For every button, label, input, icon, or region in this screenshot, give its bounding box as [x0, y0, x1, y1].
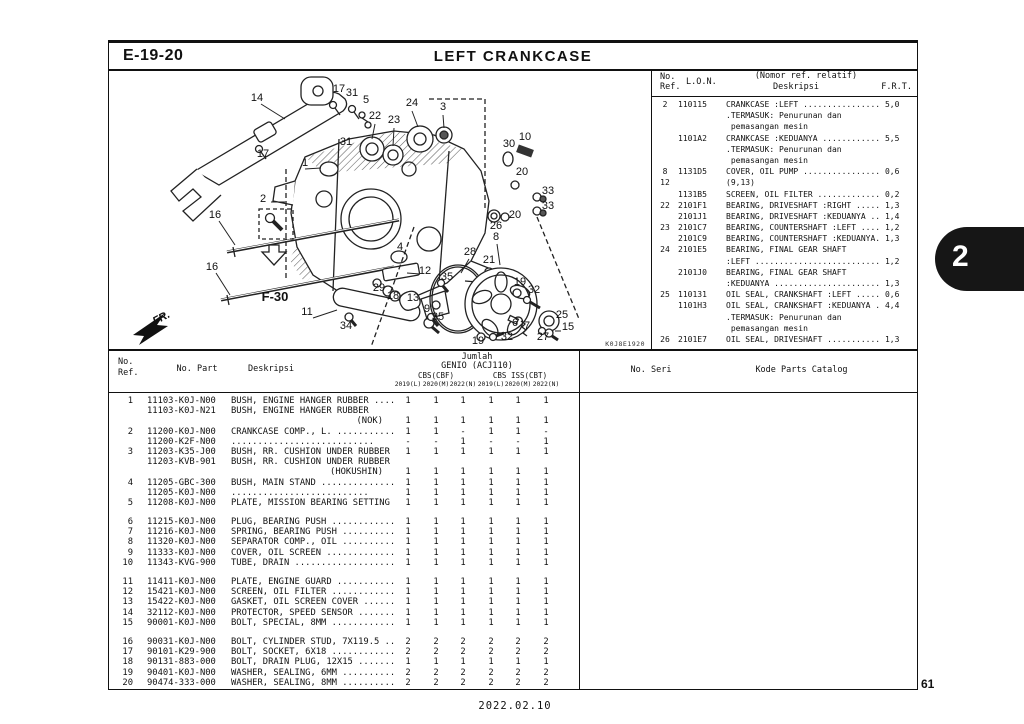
- page-frame: [108, 40, 918, 690]
- callout-26: 26: [489, 220, 503, 232]
- ref-table-row: 26 2101E7 OIL SEAL, DRIVESHAFT ........... 1,3: [660, 334, 900, 344]
- ref-table-row: pemasangan mesin: [726, 122, 808, 132]
- callout-27: 27: [536, 331, 550, 343]
- parts-table-row: (NOK) 1 1 1 1 1 1: [356, 416, 549, 427]
- parts-table-row: 2 11200-K0J-N00 CRANKCASE COMP., L. ........... 1 1 - 1 1 -: [127, 426, 549, 437]
- callout-1: 1: [301, 157, 309, 169]
- parts-table-row: 14 32112-K0J-N00 PROTECTOR, SPEED SENSOR ....... 1 1 1 1 1 1: [122, 607, 549, 618]
- ref-col-no: No.: [660, 72, 676, 82]
- callout-23: 23: [387, 114, 401, 126]
- callout-11: 11: [301, 306, 313, 318]
- callout-19: 19: [471, 335, 485, 347]
- variant-cbs-iss: CBS ISS(CBT): [492, 371, 548, 380]
- page-date: 2022.02.10: [478, 700, 552, 712]
- callout-9: 9: [423, 303, 431, 315]
- parts-table-row: 4 11205-GBC-300 BUSH, MAIN STAND .............. 1 1 1 1 1 1: [127, 477, 549, 488]
- page-number: 61: [921, 677, 935, 691]
- exploded-diagram: [109, 69, 651, 349]
- ref-table-row: 23 2101C7 BEARING, COUNTERSHAFT :LEFT .... 1,2: [660, 223, 900, 233]
- callout-21: 21: [482, 254, 496, 266]
- callout-33: 33: [541, 200, 555, 212]
- parts-table-row: 6 11215-K0J-N00 PLUG, BEARING PUSH ............ 1 1 1 1 1 1: [127, 517, 549, 528]
- parts-table-row: 10 11343-KVG-900 TUBE, DRAIN ................... 1 1 1 1 1 1: [122, 557, 549, 568]
- parts-table-row: 18 90131-883-000 BOLT, DRAIN PLUG, 12X15 ....... 1 1 1 1 1 1: [122, 657, 549, 668]
- ref-table-row: 24 2101E5 BEARING, FINAL GEAR SHAFT: [660, 245, 847, 255]
- f30-reference-label: F-30: [261, 289, 289, 304]
- ref-table-row: 1101H3 OIL SEAL, CRANKSHAFT :KEDUANYA . 4,4: [678, 301, 900, 311]
- ref-table-row: pemasangan mesin: [726, 323, 808, 333]
- ref-table-row: .TERMASUK: Penurunan dan: [726, 312, 842, 322]
- ref-table-row: 2101C9 BEARING, COUNTERSHAFT :KEDUANYA. 1,3: [678, 234, 900, 244]
- callout-4: 4: [396, 241, 404, 253]
- callout-28: 28: [463, 246, 477, 258]
- section-code: E-19-20: [123, 47, 184, 64]
- callout-30: 30: [502, 138, 516, 150]
- qty-header: Jumlah: [461, 352, 493, 362]
- callout-13: 13: [406, 292, 420, 304]
- reference-table-rows: [652, 99, 915, 345]
- callout-20: 20: [515, 166, 529, 178]
- callout-18: 18: [386, 290, 400, 302]
- ref-col-lon: L.O.N.: [686, 77, 717, 87]
- parts-table-row: 12 15421-K0J-N00 SCREEN, OIL FILTER ............ 1 1 1 1 1 1: [122, 587, 549, 598]
- ref-table-row: .TERMASUK: Penurunan dan: [726, 111, 842, 121]
- drawing-code: K0J8E1920: [605, 340, 645, 348]
- ref-table-row: pemasangan mesin: [726, 155, 808, 165]
- variant-cbs: CBS(CBF): [417, 371, 455, 380]
- parts-table-row: 5 11208-K0J-N00 PLATE, MISSION BEARING SETTING 1 1 1 1 1 1: [127, 497, 549, 508]
- ref-table-row: 25 110131 OIL SEAL, CRANKSHAFT :LEFT ..... 0,6: [660, 290, 900, 300]
- callout-17: 17: [332, 83, 346, 95]
- callout-24: 24: [405, 97, 419, 109]
- parts-col-deskripsi: Deskripsi: [247, 364, 295, 374]
- parts-col-ref: Ref.: [118, 368, 139, 378]
- page-header: [109, 43, 917, 71]
- parts-table-row: 11203-KVB-901 BUSH, RR. CUSHION UNDER RUBBER: [147, 457, 390, 468]
- parts-table-rows: [109, 396, 917, 688]
- ref-table-row: :KEDUANYA ...................... 1,3: [726, 279, 900, 288]
- year-column-label: 2020(M): [504, 381, 532, 388]
- reference-table: [651, 69, 917, 349]
- callout-6: 6: [511, 317, 519, 329]
- fr-label: FR.: [150, 308, 173, 328]
- parts-table-row: 7 11216-K0J-N00 SPRING, BEARING PUSH .......... 1 1 1 1 1 1: [127, 527, 549, 538]
- ref-table-row: 22 2101F1 BEARING, DRIVESHAFT :RIGHT ..... 1,3: [660, 200, 900, 210]
- callout-32: 32: [500, 331, 514, 343]
- callout-34: 34: [339, 320, 353, 332]
- callout-3: 3: [439, 101, 447, 113]
- parts-table-row: 9 11333-K0J-N00 COVER, OIL SCREEN ............. 1 1 1 1 1 1: [127, 547, 549, 558]
- parts-table-row: 19 90401-K0J-N00 WASHER, SEALING, 6MM .......... 2 2 2 2 2 2: [122, 667, 549, 678]
- callout-15: 15: [561, 321, 575, 333]
- ref-table-row: 2101J1 BEARING, DRIVESHAFT :KEDUANYA .. 1,4: [678, 211, 900, 221]
- year-column-label: 2019(L): [477, 381, 505, 388]
- parts-table-row: 20 90474-333-000 WASHER, SEALING, 8MM .......... 2 2 2 2 2 2: [122, 677, 549, 688]
- callout-29: 29: [372, 282, 386, 294]
- year-column-label: 2022(N): [449, 381, 477, 388]
- callout-17: 17: [256, 148, 270, 160]
- ref-table-row: 8 1131D5 COVER, OIL PUMP ................ 0,6: [662, 167, 900, 177]
- ref-col-ref: Ref.: [660, 82, 681, 92]
- callout-16: 16: [208, 209, 222, 221]
- parts-table: [109, 349, 917, 689]
- callout-31: 31: [339, 136, 353, 148]
- callout-16: 16: [205, 261, 219, 273]
- parts-col-seri: No. Seri: [630, 365, 672, 375]
- callout-12: 12: [418, 265, 432, 277]
- callout-19: 19: [513, 276, 527, 288]
- callout-7: 7: [523, 320, 531, 332]
- section-tab[interactable]: [935, 227, 1024, 291]
- ref-table-row: :LEFT .......................... 1,2: [726, 256, 900, 266]
- year-column-label: 2020(M): [422, 381, 450, 388]
- ref-table-row: 1101A2 CRANKCASE :KEDUANYA ............ 5,5: [678, 133, 900, 143]
- ref-col-frt: F.R.T.: [881, 82, 912, 92]
- callout-32: 32: [527, 284, 541, 296]
- parts-col-no: No.: [118, 357, 134, 367]
- callout-10: 10: [518, 131, 532, 143]
- ref-table-row: 2101J0 BEARING, FINAL GEAR SHAFT: [678, 267, 847, 277]
- model-header: GENIO (ACJ110): [441, 361, 513, 371]
- callout-25: 25: [555, 309, 569, 321]
- callout-22: 22: [368, 110, 382, 122]
- parts-col-kode: Kode Parts Catalog: [755, 365, 848, 375]
- parts-table-row: 11200-K2F-N00 ........................... - - 1 - - 1: [147, 436, 549, 447]
- ref-table-row: 12 (9,13): [660, 178, 755, 188]
- callout-20: 20: [508, 209, 522, 221]
- ref-col-deskripsi: Deskripsi: [772, 82, 820, 92]
- ref-col-relative: (Nomor ref. relatif): [754, 71, 858, 81]
- reference-table-header: [652, 69, 917, 97]
- ref-table-row: 1131B5 SCREEN, OIL FILTER ............. 0,2: [678, 189, 900, 199]
- parts-table-row: 8 11320-K0J-N00 SEPARATOR COMP., OIL .......... 1 1 1 1 1 1: [127, 537, 549, 548]
- parts-table-row: 11103-K0J-N21 BUSH, ENGINE HANGER RUBBER: [147, 406, 369, 417]
- callout-35: 35: [431, 311, 445, 323]
- parts-col-part: No. Part: [176, 364, 218, 374]
- ref-table-row: .TERMASUK: Penurunan dan: [726, 144, 842, 154]
- parts-table-row: 17 90101-K29-900 BOLT, SOCKET, 6X18 ............ 2 2 2 2 2 2: [122, 647, 549, 658]
- page-title: LEFT CRANKCASE: [433, 48, 593, 65]
- callout-2: 2: [259, 193, 267, 205]
- crankcase-drawing: [109, 69, 651, 349]
- parts-table-row: 3 11203-K35-J00 BUSH, RR. CUSHION UNDER RUBBER 1 1 1 1 1 1: [127, 446, 549, 457]
- parts-table-row: 16 90031-K0J-N00 BOLT, CYLINDER STUD, 7X119.5 .. 2 2 2 2 2 2: [122, 636, 549, 647]
- callout-8: 8: [492, 231, 500, 243]
- callout-31: 31: [345, 87, 359, 99]
- callout-35: 35: [440, 271, 454, 283]
- callout-33: 33: [541, 185, 555, 197]
- parts-table-row: (HOKUSHIN) 1 1 1 1 1 1: [330, 467, 549, 478]
- callout-14: 14: [250, 92, 264, 104]
- parts-table-row: 15 90001-K0J-N00 BOLT, SPECIAL, 8MM ............ 1 1 1 1 1 1: [122, 617, 549, 628]
- ref-table-row: 2 110115 CRANKCASE :LEFT ................ 5,0: [662, 100, 900, 109]
- parts-table-row: 1 11103-K0J-N00 BUSH, ENGINE HANGER RUBBER .... 1 1 1 1 1 1: [127, 396, 549, 406]
- callout-5: 5: [362, 94, 370, 106]
- section-tab-label: 2: [952, 240, 969, 273]
- parts-table-header: [109, 351, 917, 393]
- year-column-label: 2019(L): [394, 381, 422, 388]
- parts-table-row: 11 11411-K0J-N00 PLATE, ENGINE GUARD ........... 1 1 1 1 1 1: [122, 577, 549, 587]
- parts-table-row: 11205-K0J-N00 .......................... 1 1 1 1 1 1: [147, 487, 549, 498]
- year-column-label: 2022(N): [532, 381, 560, 388]
- parts-table-row: 13 15422-K0J-N00 GASKET, OIL SCREEN COVER ...... 1 1 1 1 1 1: [122, 597, 549, 608]
